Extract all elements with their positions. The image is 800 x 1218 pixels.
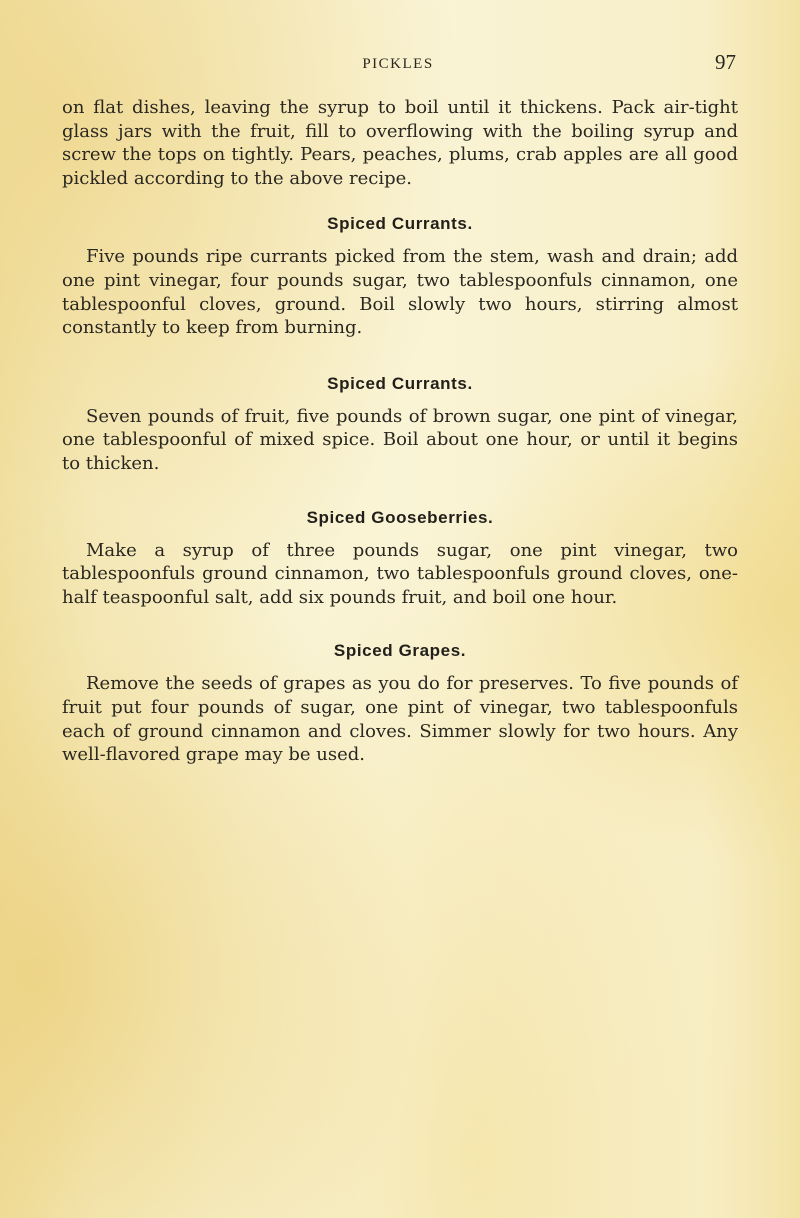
running-head-title: PICKLES (362, 56, 434, 72)
recipe-title-spiced-currants-2: Spiced Currants. (327, 373, 473, 393)
recipe-body-spiced-grapes: Remove the seeds of grapes as you do for preserves. To five pounds of fruit put four pounds of sugar, one pint of vinegar, two tablespoonfuls each of ground cinnamon and cloves. Simmer slowly for two hours. Any well-flavored grape may be used. (62, 673, 738, 766)
recipe-title-spiced-gooseberries: Spiced Gooseberries. (306, 507, 494, 527)
recipe-title-spiced-grapes: Spiced Grapes. (333, 641, 467, 661)
running-head (60, 50, 736, 80)
recipe-body-spiced-currants-1: Five pounds ripe currants picked from the stem, wash and drain; add one pint vinegar, four pounds sugar, two tablespoonfuls cinnamon, one tablespoonful cloves, ground. Boil slowly two hours, stirring almost constantly to keep from burning. (62, 246, 738, 339)
continued-paragraph: on flat dishes, leaving the syrup to boil until it thickens. Pack air-tight glass jars with the fruit, fill to overflowing with the boiling syrup and screw the tops on tightly. Pears, peaches, plums, crab apples are all good pickled according to the above recipe. (62, 97, 738, 189)
recipe-body-spiced-gooseberries: Make a syrup of three pounds sugar, one pint vinegar, two tablespoonfuls ground cinnamon, two tablespoonfuls ground cloves, one-half teaspoonful salt, add six pounds fruit, and boil one hour. (62, 539, 738, 608)
recipe-body-spiced-currants-2: Seven pounds of fruit, five pounds of brown sugar, one pint of vinegar, one tablespoonful of mixed spice. Boil about one hour, or until it begins to thicken. (62, 405, 738, 474)
recipe-title-spiced-currants-1: Spiced Currants. (327, 214, 473, 234)
page-body (62, 96, 738, 767)
page-number: 97 (715, 50, 736, 74)
